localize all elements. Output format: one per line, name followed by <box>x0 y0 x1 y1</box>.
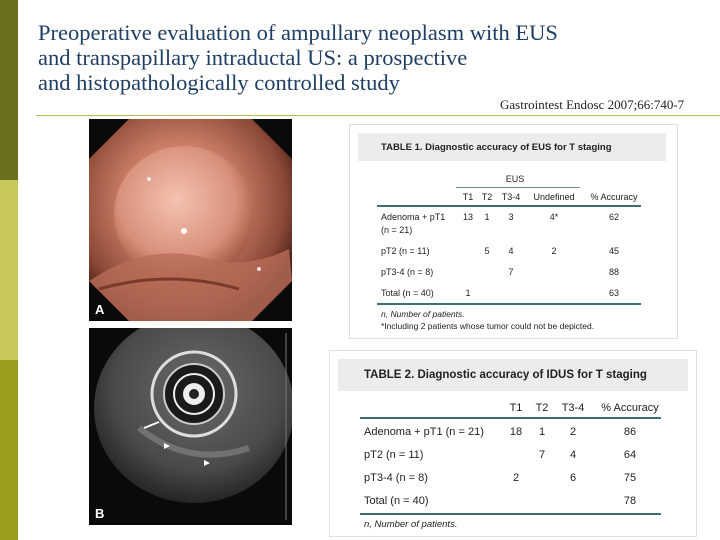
table1-cell: 4* <box>549 212 559 222</box>
title-line-1: Preoperative evaluation of ampullary neoplasm with EUS <box>38 20 558 45</box>
table1-footnote-1: n, Number of patients. <box>381 309 465 319</box>
table1-cell: 1 <box>484 212 490 222</box>
table2-cell: 75 <box>623 472 637 484</box>
table2-cell: 7 <box>538 449 546 461</box>
table1-group-rule <box>456 187 580 188</box>
table1-col-t34: T3-4 <box>501 192 521 202</box>
table1-cell: 45 <box>608 246 619 256</box>
table2-col-accuracy: % Accuracy <box>601 402 659 414</box>
table1-bottom-rule <box>377 303 641 305</box>
table1-cell: 4 <box>508 246 514 256</box>
table1-col-accuracy: % Accuracy <box>590 192 638 202</box>
title-line-3: and histopathologically controlled study <box>38 70 400 95</box>
table2-row-label: pT3-4 (n = 8) <box>364 472 428 484</box>
table1-footnote-2: *Including 2 patients whose tumor could not be depicted. <box>381 321 595 331</box>
table2-footnote-1: n, Number of patients. <box>364 519 458 530</box>
accent-strip-bottom <box>0 360 18 540</box>
table2-cell: 86 <box>623 426 637 438</box>
table2-bottom-rule <box>360 513 661 515</box>
table1-cell: 1 <box>465 288 471 298</box>
table2-cell: 6 <box>569 472 577 484</box>
endoscopy-image <box>89 119 292 321</box>
table1-row-label: pT2 (n = 11) <box>381 246 430 256</box>
accent-strip-top <box>0 0 18 180</box>
title-line-2: and transpapillary intraductal US: a prospective <box>38 45 468 70</box>
table2-cell: 1 <box>538 426 546 438</box>
table2-col-t34: T3-4 <box>561 402 585 414</box>
table2-cell: 18 <box>509 426 523 438</box>
table1-group-header: EUS <box>505 174 525 184</box>
table1-cell: 7 <box>508 267 514 277</box>
table1-row-label-2: (n = 21) <box>381 225 413 235</box>
table1-col-t1: T1 <box>462 192 474 202</box>
table2-cell: 4 <box>569 449 577 461</box>
table2-cell: 78 <box>623 495 637 507</box>
table2-row-label: pT2 (n = 11) <box>364 449 424 461</box>
table1-header-rule <box>377 205 641 207</box>
table2-row-label: Adenoma + pT1 (n = 21) <box>364 426 484 438</box>
citation: Gastrointest Endosc 2007;66:740-7 <box>500 97 685 112</box>
table1-row-label: Total (n = 40) <box>381 288 434 298</box>
table1-cell: 3 <box>508 212 514 222</box>
table1-row-label: Adenoma + pT1 <box>381 212 446 222</box>
table1-row-label: pT3-4 (n = 8) <box>381 267 434 277</box>
table1-cell: 13 <box>462 212 473 222</box>
table-eus-accuracy <box>349 124 678 339</box>
figure-label-a: A <box>95 302 105 317</box>
table1-cell: 63 <box>608 288 619 298</box>
title-divider <box>36 115 720 116</box>
table-idus-accuracy <box>329 350 697 537</box>
table1-col-t2: T2 <box>481 192 493 202</box>
table1-col-undefined: Undefined <box>533 192 575 202</box>
table2-row-label: Total (n = 40) <box>364 495 429 507</box>
slide-title <box>38 20 678 95</box>
accent-strip-middle <box>0 180 18 360</box>
table2-col-t1: T1 <box>509 402 523 414</box>
table2-header-rule <box>360 417 661 419</box>
table1-cell: 5 <box>484 246 490 256</box>
figure-label-b: B <box>95 506 105 521</box>
table1-cell: 2 <box>551 246 557 256</box>
table2-cell: 2 <box>512 472 520 484</box>
table1-cell: 88 <box>608 267 619 277</box>
table1-cell: 62 <box>608 212 619 222</box>
table2-cell: 2 <box>569 426 577 438</box>
table2-cell: 64 <box>623 449 637 461</box>
table2-caption: TABLE 2. Diagnostic accuracy of IDUS for T staging <box>338 359 688 391</box>
ultrasound-image <box>89 328 292 525</box>
table1-caption: TABLE 1. Diagnostic accuracy of EUS for T staging <box>358 133 666 161</box>
table2-col-t2: T2 <box>535 402 549 414</box>
